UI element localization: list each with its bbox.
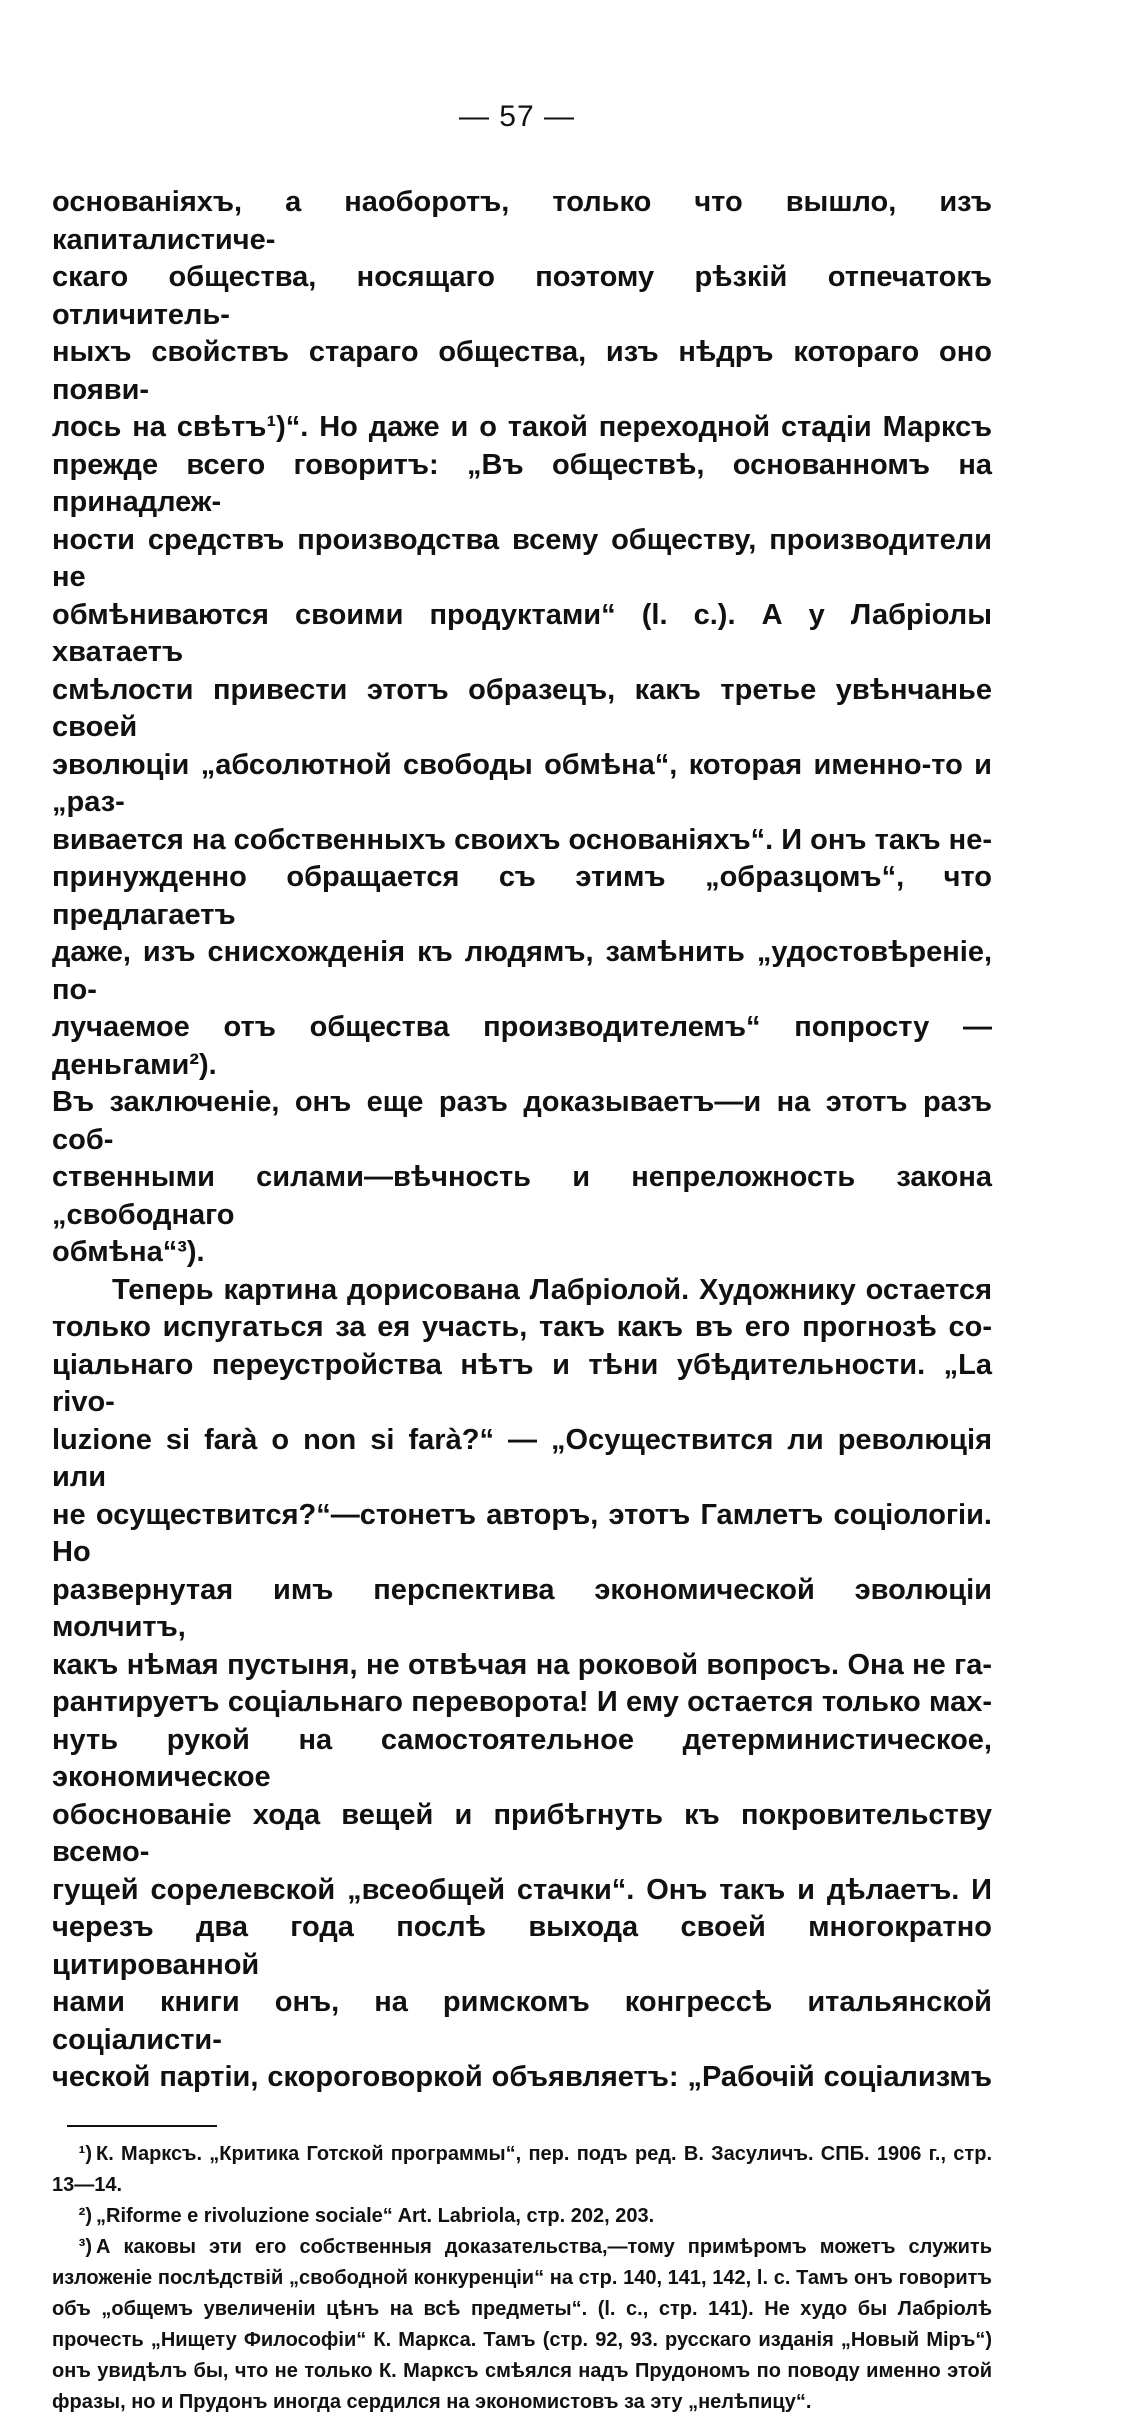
- text-line: принужденно обращается съ этимъ „образцомъ“, что предлагаетъ: [52, 861, 992, 931]
- text-line: ственными силами—вѣчность и непреложность закона „свободнаго: [52, 1161, 992, 1231]
- text-line: рантируетъ соціальнаго переворота! И ему остается только мах-: [52, 1686, 992, 1718]
- footnote-mark: ²): [78, 2204, 92, 2227]
- text-line: обмѣна“³).: [52, 1236, 205, 1268]
- text-line: гущей сорелевской „всеобщей стачки“. Онъ такъ и дѣлаетъ. И: [52, 1873, 992, 1906]
- footnote-2: [52, 2201, 992, 2232]
- footnotes: [52, 2125, 992, 2418]
- text-line: luzione si farà o non si farà?“ — „Осуществится ли революція или: [52, 1423, 992, 1493]
- text-line: обмѣниваются своими продуктами“ (l. c.). А у Лабріолы хватаетъ: [52, 598, 992, 668]
- text-line: только испугаться за ея участь, такъ какъ въ его прогнозѣ со-: [52, 1311, 992, 1343]
- text-line: нуть рукой на самостоятельное детерминистическое, экономическое: [52, 1723, 992, 1793]
- text-line: лось на свѣтъ¹)“. Но даже и о такой переходной стадіи Марксъ: [52, 411, 992, 443]
- page-number: — 57 —: [458, 100, 576, 133]
- text-line: вивается на собственныхъ своихъ основаніяхъ“. И онъ такъ не-: [52, 823, 992, 856]
- footnote-1: [52, 2139, 992, 2201]
- text-line: обоснованіе хода вещей и прибѣгнуть къ покровительству всемо-: [52, 1798, 992, 1868]
- text-line: Въ заключеніе, онъ еще разъ доказываетъ—и на этотъ разъ соб-: [52, 1086, 992, 1156]
- footnote-mark: ³): [78, 2235, 92, 2258]
- footnote-mark: ¹): [78, 2142, 92, 2165]
- text-line: ныхъ свойствъ стараго общества, изъ нѣдръ котораго оно появи-: [52, 336, 992, 406]
- paragraph-2: [52, 1272, 992, 2097]
- footnote-text: А каковы эти его собственныя доказательства,—тому примѣромъ можетъ служить изложеніе послѣдствій „свободной конкуренціи“ на стр. 140, 141, 142, l. c. Тамъ онъ говоритъ объ „общемъ увеличеніи цѣнъ на всѣ предметы“. (l. c., стр. 141). Не худо бы Лабріолѣ прочесть „Нищету Философіи“ К. Маркса. Тамъ (стр. 92, 93. русскаго изданія „Новый Міръ“) онъ увидѣлъ бы, что не только К. Марксъ смѣялся надъ Прудономъ по поводу именно этой фразы, но и Прудонъ иногда сердился на экономистовъ за эту „нелѣпицу“.: [52, 2235, 992, 2413]
- text-line: смѣлости привести этотъ образецъ, какъ третье увѣнчанье своей: [52, 673, 992, 743]
- text-line: какъ нѣмая пустыня, не отвѣчая на роковой вопросъ. Она не га-: [52, 1648, 992, 1681]
- text-line: ности средствъ производства всему обществу, производители не: [52, 523, 992, 593]
- main-text: [52, 184, 992, 2097]
- text-line: эволюціи „абсолютной свободы обмѣна“, которая именно-то и „раз-: [52, 748, 992, 818]
- footnote-text: К. Марксъ. „Критика Готской программы“, пер. подъ ред. В. Засуличъ. СПБ. 1906 г., стр. 13—14.: [52, 2142, 992, 2196]
- text-line: прежде всего говоритъ: „Въ обществѣ, основанномъ на принадлеж-: [52, 448, 992, 518]
- text-line: не осуществится?“—стонетъ авторъ, этотъ Гамлетъ соціологіи. Но: [52, 1498, 992, 1568]
- text-line: скаго общества, носящаго поэтому рѣзкій отпечатокъ отличитель-: [52, 261, 992, 331]
- paragraph-1: [52, 184, 992, 1272]
- book-page: [52, 100, 992, 2418]
- text-line: Теперь картина дорисована Лабріолой. Художнику остается: [112, 1273, 992, 1306]
- footnote-text: „Riforme e rivoluzione sociale“ Art. Labriola, стр. 202, 203.: [96, 2204, 655, 2227]
- text-line: развернутая имъ перспектива экономической эволюціи молчитъ,: [52, 1573, 992, 1643]
- text-line: даже, изъ снисхожденія къ людямъ, замѣнить „удостовѣреніе, по-: [52, 936, 992, 1006]
- footnote-3: [52, 2232, 992, 2418]
- text-line: черезъ два года послѣ выхода своей многократно цитированной: [52, 1911, 992, 1981]
- footnote-divider: [67, 2125, 217, 2127]
- text-line: ческой партіи, скороговоркой объявляетъ: „Рабочій соціализмъ: [52, 2061, 992, 2093]
- text-line: лучаемое отъ общества производителемъ“ попросту — деньгами²).: [52, 1011, 992, 1081]
- text-line: ціальнаго переустройства нѣтъ и тѣни убѣдительности. „La rivo-: [52, 1348, 992, 1418]
- text-line: нами книги онъ, на римскомъ конгрессѣ итальянской соціалисти-: [52, 1986, 992, 2056]
- text-line: основаніяхъ, а наоборотъ, только что вышло, изъ капиталистиче-: [52, 186, 992, 256]
